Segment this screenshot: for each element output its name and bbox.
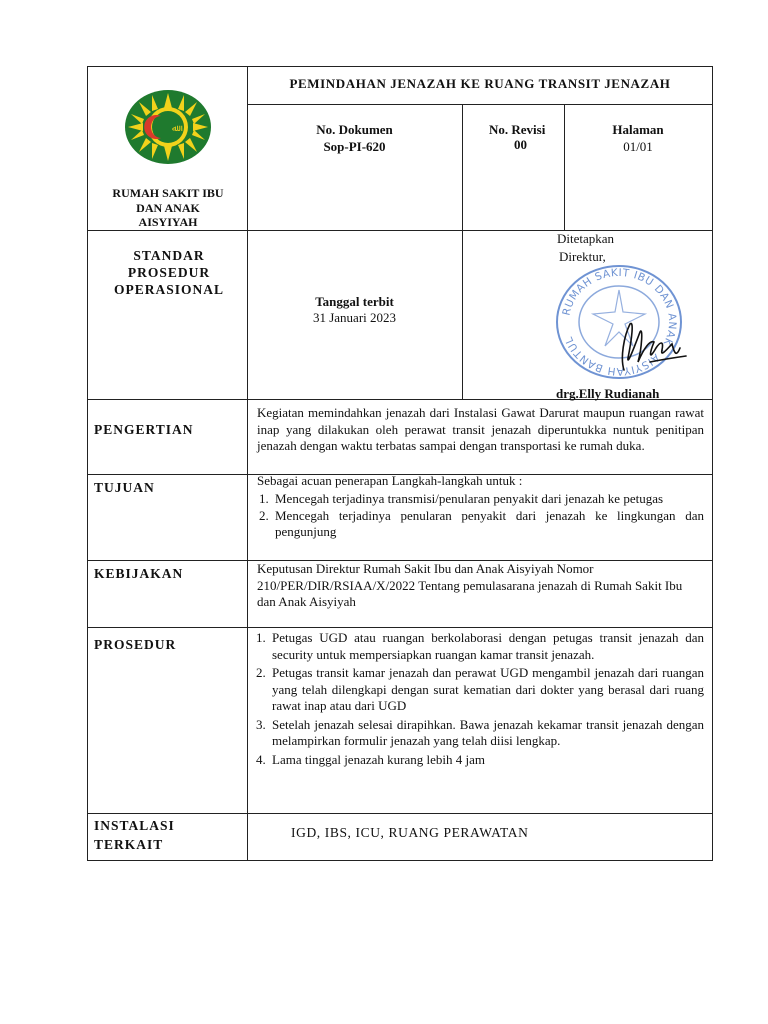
table-border-top [87, 66, 713, 67]
table-border-left [87, 66, 88, 861]
doc-number: Sop-PI-620 [323, 139, 386, 154]
section-label-tujuan: TUJUAN [94, 480, 155, 495]
list-item-text: Mencegah terjadinya transmisi/penularan penyakit dari jenazah ke petugas [275, 491, 664, 506]
page-label: Halaman [612, 122, 664, 137]
list-item [259, 491, 704, 508]
section-label-pengertian: PENGERTIAN [94, 422, 194, 437]
list-item [256, 752, 704, 769]
list-item-number: 1. [256, 630, 266, 645]
list-item [256, 717, 704, 750]
instalasi-text: IGD, IBS, ICU, RUANG PERAWATAN [291, 825, 529, 840]
revision-number: 00 [514, 137, 527, 152]
list-item [256, 665, 704, 715]
list-item-number: 3. [256, 716, 266, 732]
title-divider [247, 104, 713, 105]
revision-label: No. Revisi [489, 122, 546, 137]
issue-date: 31 Januari 2023 [312, 310, 397, 325]
director-signature [610, 318, 690, 374]
prosedur-list [256, 630, 704, 770]
document-title: PEMINDAHAN JENAZAH KE RUANG TRANSIT JENAZAH [289, 76, 671, 91]
svg-text:RUMAH SAKIT IBU DAN ANAK · AIS: RUMAH SAKIT IBU DAN ANAK · AISYIYAH BANTUL [560, 266, 679, 378]
hospital-logo [125, 90, 211, 164]
sop-title: STANDAR PROSEDUR OPERASIONAL [113, 248, 224, 297]
list-item-text: Lama tinggal jenazah kurang lebih 4 jam [272, 751, 485, 767]
tujuan-list [259, 491, 704, 541]
tujuan-intro: Sebagai acuan penerapan Langkah-langkah untuk : [257, 473, 523, 488]
list-item-number: 4. [256, 751, 266, 767]
kebijakan-bottom-divider [87, 627, 713, 628]
director-role: Direktur, [559, 249, 606, 264]
list-item-number: 1. [259, 491, 269, 506]
table-border-right [712, 66, 713, 861]
issue-date-label: Tanggal terbit [315, 294, 394, 309]
doc-number-label: No. Dokumen [316, 122, 393, 137]
list-item [256, 630, 704, 663]
prosedur-bottom-divider [87, 813, 713, 814]
institution-name: RUMAH SAKIT IBU DAN ANAK AISYIYAH [112, 186, 224, 229]
page-number: 01/01 [623, 139, 653, 154]
svg-text:ﷲ: ﷲ [172, 124, 178, 134]
column-divider [247, 66, 248, 861]
kebijakan-text: Keputusan Direktur Rumah Sakit Ibu dan Anak Aisyiyah Nomor 210/PER/DIR/RSIAA/X/2022 Tentang pemulasarana jenazah di Rumah Sakit Ibu dan Anak Aisyiyah [257, 561, 683, 609]
list-item-text: Petugas UGD atau ruangan berkolaborasi dengan petugas transit jenazah dan security untuk mempersiapkan ruangan kamar transit jenazah. [272, 630, 704, 662]
table-border-bottom [87, 860, 713, 861]
list-item-number: 2. [259, 507, 269, 523]
list-item [259, 508, 704, 541]
section-label-prosedur: PROSEDUR [94, 637, 177, 652]
approved-by-label: Ditetapkan [557, 231, 615, 246]
header-col-divider-1 [462, 104, 463, 399]
list-item-number: 2. [256, 665, 266, 680]
section-label-instalasi: INSTALASI TERKAIT [94, 818, 175, 852]
list-item-text: Setelah jenazah selesai dirapihkan. Bawa jenazah kekamar transit jenazah dengan melampirkan formulir jenazah yang telah diisi lengkap. [272, 716, 704, 748]
pengertian-text: Kegiatan memindahkan jenazah dari Instalasi Gawat Darurat maupun ruangan rawat inap yang dilakukan oleh perawat transit jenazah diperuntukka nuntuk penitipan jenazah dengan waktu terbatas sampai dengan transportasi ke rumah duka. [257, 405, 704, 453]
section-label-kebijakan: KEBIJAKAN [94, 566, 184, 581]
list-item-text: Mencegah terjadinya penularan penyakit dari jenazah ke lingkungan dan pengunjung [275, 507, 704, 539]
director-name: drg.Elly Rudianah [556, 386, 660, 401]
list-item-text: Petugas transit kamar jenazah dan perawat UGD mengambil jenazah dari ruangan yang telah dilengkapi dengan surat kematian dari dokter yang berasal dari ruang rawat inap atau dari UGD [272, 665, 704, 713]
